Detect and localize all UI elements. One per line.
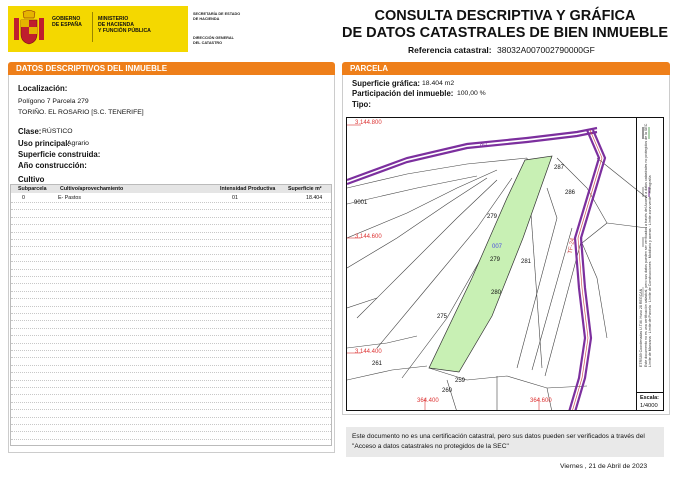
directorate-line2: DEL CATASTRO — [193, 40, 223, 45]
title-line2: DE DATOS CATASTRALES DE BIEN INMUEBLE — [342, 25, 668, 41]
table-rule-line — [11, 276, 331, 277]
col-surface: Superficie m² — [288, 186, 322, 192]
parcel-279: 279 — [490, 257, 501, 263]
participation-value: 100,00 % — [457, 90, 486, 97]
coat-of-arms-icon — [12, 10, 46, 48]
table-rule-line — [11, 343, 331, 344]
main-use-label: Uso principal: — [18, 139, 70, 148]
highlighted-parcel-279 — [429, 156, 552, 372]
disclaimer-note: Este documento no es una certificación catastral, pero sus datos pueden ser verificados a través del "Acceso a datos catastrales no protegidos de la SEC" — [346, 427, 664, 457]
table-rule-line — [11, 350, 331, 351]
parcel-275: 275 — [437, 314, 448, 320]
location-label: Localización: — [18, 84, 68, 93]
parcel-261: 261 — [372, 361, 383, 367]
crop-label: Cultivo — [18, 175, 45, 184]
legend-parcel-limit: Límite de Parcela — [648, 305, 653, 334]
road-label-tf24: TF-24 — [567, 237, 577, 255]
scale-label: Escala: — [640, 395, 659, 401]
secretary-line1: SECRETARÍA DE ESTADO — [193, 12, 241, 16]
type-label: Tipo: — [352, 100, 371, 109]
legend-disclaimer: Este documento no es una certificación catastral, pero sus datos pueden ser verificados a través del Acceso a datos catastrales no protegidos de la SEC — [643, 123, 648, 367]
scale-box — [636, 392, 664, 411]
table-rule-line — [11, 431, 331, 432]
coord-east-2: 364.600 — [530, 398, 552, 404]
cell-subparcel: 0 — [22, 195, 25, 201]
table-rule-line — [11, 232, 331, 233]
table-rule-line — [11, 261, 331, 262]
cell-surface: 18.404 — [306, 195, 323, 201]
title-line1: CONSULTA DESCRIPTIVA Y GRÁFICA — [374, 8, 636, 24]
ref-value: 38032A007002790000GF — [497, 45, 595, 55]
gov-name-line1: GOBIERNO — [52, 16, 81, 22]
cadastral-map — [346, 117, 664, 411]
map-drawing — [347, 118, 664, 411]
parcel-9001: 9001 — [354, 200, 368, 206]
table-rule-line — [11, 335, 331, 336]
page-title — [340, 8, 670, 42]
table-rule-line — [11, 394, 331, 395]
ministry-line1: MINISTERIO — [98, 16, 129, 22]
table-rule-line — [11, 306, 331, 307]
class-label: Clase: — [18, 127, 42, 136]
built-area-label: Superficie construida: — [18, 150, 101, 159]
map-legend — [636, 117, 664, 392]
main-use-value: Agrario — [67, 140, 89, 147]
parcel-007: 007 — [492, 244, 503, 250]
ministry-line2: DE HACIENDA — [98, 22, 135, 29]
cell-crop: E- Pastos — [58, 195, 81, 201]
participation-label: Participación del inmueble: — [352, 89, 454, 98]
table-rule-line — [11, 365, 331, 366]
table-rule-line — [11, 380, 331, 381]
table-rule-line — [11, 217, 331, 218]
table-rule-line — [11, 239, 331, 240]
legend-items: Límite de Manzana · Límite de Parcela · Límite de Construcciones · Mobiliario y aceras · Límite zona verde · Hidrografía — [648, 175, 653, 367]
location-line1: Polígono 7 Parcela 279 — [18, 98, 89, 105]
coord-east-1: 364.400 — [417, 398, 439, 404]
table-rule-line — [11, 269, 331, 270]
crop-table-header — [11, 185, 331, 193]
cell-intensity: 01 — [232, 195, 238, 201]
table-rule-line — [11, 209, 331, 210]
legend-construction-limit: Límite de Construcciones — [648, 261, 653, 303]
table-rule-line — [11, 320, 331, 321]
road-label-80: 80 — [480, 142, 487, 148]
table-rule-line — [11, 283, 331, 284]
coord-north-1: 3.144.800 — [355, 120, 382, 126]
parcel-bar: PARCELA — [342, 62, 670, 75]
table-rule-line — [11, 357, 331, 358]
table-rule-line — [11, 224, 331, 225]
table-rule-line — [11, 424, 331, 425]
location-line2: TORIÑO. EL ROSARIO [S.C. TENERIFE] — [18, 109, 144, 116]
parcel-278: 279 — [487, 214, 498, 220]
coord-north-2: 3.144.600 — [355, 234, 382, 240]
ref-label: Referencia catastral: — [408, 45, 492, 55]
col-intensity: Intensidad Productiva — [220, 186, 276, 192]
col-crop: Cultivo/aprovechamiento — [60, 186, 124, 192]
ministry-name — [98, 16, 151, 35]
ministry-line3: Y FUNCIÓN PÚBLICA — [98, 28, 151, 35]
parcel-260: 260 — [442, 388, 453, 394]
parcel-259: 259 — [455, 378, 466, 384]
parcel-287: 287 — [554, 165, 565, 171]
construction-year-label: Año construcción: — [18, 161, 87, 170]
legend-text — [639, 97, 653, 367]
parcel-280: 280 — [491, 290, 502, 296]
table-rule-line — [11, 402, 331, 403]
legend-hydrography: Hidrografía — [648, 175, 653, 194]
table-rule-line — [11, 291, 331, 292]
secretary-name — [193, 12, 240, 21]
graphic-surface-value: 18.404 m2 — [422, 80, 455, 87]
legend-projection: ETRS89 Coordenadas U.T.M. Huso 28 REGCAN — [639, 288, 643, 367]
table-rule-line — [11, 298, 331, 299]
directorate-line1: DIRECCIÓN GENERAL — [193, 36, 234, 40]
issue-date: Viernes , 21 de Abril de 2023 — [560, 463, 648, 470]
graphic-surface-label: Superficie gráfica: — [352, 79, 421, 88]
table-rule-line — [11, 417, 331, 418]
table-rule-line — [11, 372, 331, 373]
gov-name-line2: DE ESPAÑA — [52, 22, 82, 29]
gov-name — [52, 16, 82, 28]
table-rule-line — [11, 246, 331, 247]
header-divider — [92, 12, 93, 42]
table-rule-line — [11, 328, 331, 329]
class-value: RÚSTICO — [42, 128, 73, 135]
table-rule-line — [11, 439, 331, 440]
descriptive-data-bar: DATOS DESCRIPTIVOS DEL INMUEBLE — [8, 62, 335, 75]
col-subparcel: Subparcela — [18, 186, 47, 192]
table-rule-line — [11, 202, 331, 203]
parcel-286: 286 — [565, 190, 576, 196]
coord-north-3: 3.144.400 — [355, 349, 382, 355]
secretary-line2: DE HACIENDA — [193, 16, 220, 21]
scale-value: 1/4000 — [640, 403, 658, 409]
table-rule-line — [11, 409, 331, 410]
legend-green-zone: Límite zona verde — [648, 196, 653, 226]
table-rule-line — [11, 387, 331, 388]
parcel-281: 281 — [521, 259, 532, 265]
legend-block-limit: Límite de Manzana — [648, 336, 653, 367]
table-rule-line — [11, 254, 331, 255]
directorate-name — [193, 36, 234, 45]
legend-furniture: Mobiliario y aceras — [648, 228, 653, 259]
table-rule-line — [11, 313, 331, 314]
